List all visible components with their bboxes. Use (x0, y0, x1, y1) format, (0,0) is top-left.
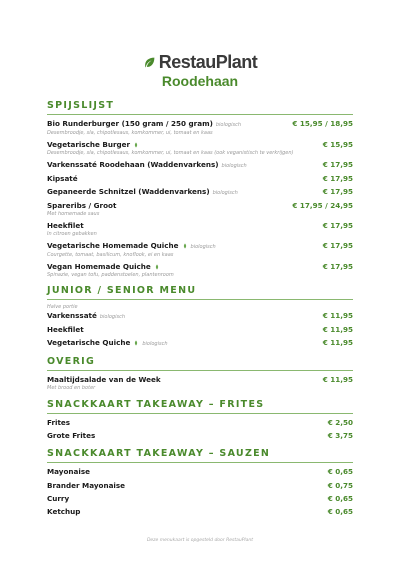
brand-name: RestauPlant (158, 52, 258, 72)
item-name: Mayonaise (47, 467, 90, 477)
menu-item (47, 160, 353, 171)
item-price: € 3,75 (327, 431, 353, 441)
item-name: Curry (47, 493, 70, 503)
item-tag: biologisch (190, 244, 216, 251)
item-price: € 15,95 / 18,95 (292, 119, 353, 128)
menu-item (47, 221, 353, 238)
item-price: € 0,65 (327, 493, 353, 503)
item-description: Spinazie, vegan tofu, paddenstoelen, plantenroom (47, 271, 174, 278)
menu-item (47, 481, 353, 491)
item-description: In citroen gebakken (47, 231, 97, 238)
brand-logo (143, 52, 258, 73)
item-name: Spareribs / Groot (47, 201, 117, 211)
item-price: € 0,75 (327, 480, 353, 490)
item-price: € 17,95 (322, 187, 353, 197)
menu-item (47, 325, 353, 335)
menu-item (47, 431, 353, 441)
section-title: SNACKKAART TAKEAWAY – FRITES (47, 399, 353, 414)
section-title: SNACKKAART TAKEAWAY – SAUZEN (47, 448, 353, 463)
item-tag: biologisch (142, 341, 168, 348)
leaf-icon (182, 243, 188, 249)
item-name: Maaltijdsalade van de Week (47, 375, 161, 385)
menu-content (47, 100, 353, 524)
leaf-icon (154, 264, 160, 270)
item-name: Grote Frites (47, 431, 96, 441)
item-name: Heekfilet (47, 325, 84, 335)
item-description: Met brood en boter (47, 385, 96, 392)
item-price: € 17,95 / 24,95 (292, 201, 353, 211)
menu-header (0, 0, 400, 89)
section-title: OVERIG (47, 356, 353, 371)
item-tag: biologisch (212, 190, 238, 197)
menu-item (47, 467, 353, 477)
menu-item (47, 418, 353, 428)
item-name: Ketchup (47, 507, 81, 517)
footer-note: Deze menukaart is opgesteld door RestauPlant (146, 538, 254, 543)
item-description: Desembroodje, sla, chipotlesaus, komkommer, ui, tomaat en kaas (47, 130, 213, 136)
item-name: Heekfilet (47, 221, 84, 231)
item-tag: biologisch (221, 162, 247, 169)
section-frites (47, 399, 353, 441)
item-name: Vegan Homemade Quiche (47, 261, 151, 271)
leaf-icon (133, 340, 139, 346)
item-name: Varkenssaté Roodehaan (Waddenvarkens) (47, 159, 219, 169)
item-description: Courgette, tomaat, basilicum, knoflook, ei en kaas (47, 252, 174, 259)
section-note: Halve portie (47, 304, 78, 311)
menu-item (47, 507, 353, 517)
item-price: € 11,95 (322, 310, 353, 320)
menu-item (47, 311, 353, 322)
section-sauzen (47, 448, 353, 517)
menu-item (47, 187, 353, 198)
menu-item (47, 140, 353, 157)
leaf-icon (133, 142, 139, 148)
item-name: Kipsaté (47, 173, 78, 183)
item-name: Frites (47, 417, 71, 427)
menu-item (47, 119, 353, 137)
item-price: € 17,95 (322, 221, 353, 231)
item-price: € 2,50 (327, 417, 353, 427)
menu-item (47, 338, 353, 349)
item-name: Brander Mayonaise (47, 480, 126, 490)
location-title: Roodehaan (161, 73, 239, 89)
item-price: € 15,95 (322, 139, 353, 149)
item-description: Desembroodje, sla, chipotlesaus, komkommer, ui, tomaat en kaas (ook veganistisch te verkrijgen) (47, 149, 294, 156)
menu-item (47, 241, 353, 259)
item-price: € 0,65 (327, 507, 353, 517)
menu-item (47, 375, 353, 392)
menu-item (47, 201, 353, 218)
menu-item (47, 174, 353, 184)
item-price: € 17,95 (322, 261, 353, 271)
item-name: Vegetarische Quiche (47, 338, 131, 348)
item-price: € 17,95 (322, 173, 353, 183)
item-price: € 11,95 (322, 375, 353, 385)
section-title: JUNIOR / SENIOR MENU (47, 285, 353, 300)
section-spijslijst (47, 100, 353, 278)
item-price: € 17,95 (322, 159, 353, 169)
item-description: Met homemade saus (47, 211, 100, 218)
section-overig (47, 356, 353, 392)
item-name: Varkenssaté (47, 310, 97, 320)
item-price: € 11,95 (322, 338, 353, 348)
menu-item (47, 262, 353, 279)
item-name: Vegetarische Homemade Quiche (47, 241, 179, 251)
section-title: SPIJSLIJST (47, 100, 353, 115)
item-name: Gepaneerde Schnitzel (Waddenvarkens) (47, 187, 210, 197)
item-name: Vegetarische Burger (47, 139, 131, 149)
leaf-icon (143, 56, 156, 69)
item-tag: biologisch (99, 313, 126, 320)
item-price: € 0,65 (327, 467, 353, 477)
item-price: € 17,95 (322, 241, 353, 251)
item-price: € 11,95 (322, 325, 353, 335)
item-name: Bio Runderburger (150 gram / 250 gram) (47, 119, 213, 128)
item-tag: biologisch (215, 122, 242, 128)
section-junior-senior (47, 285, 353, 349)
menu-item (47, 494, 353, 504)
